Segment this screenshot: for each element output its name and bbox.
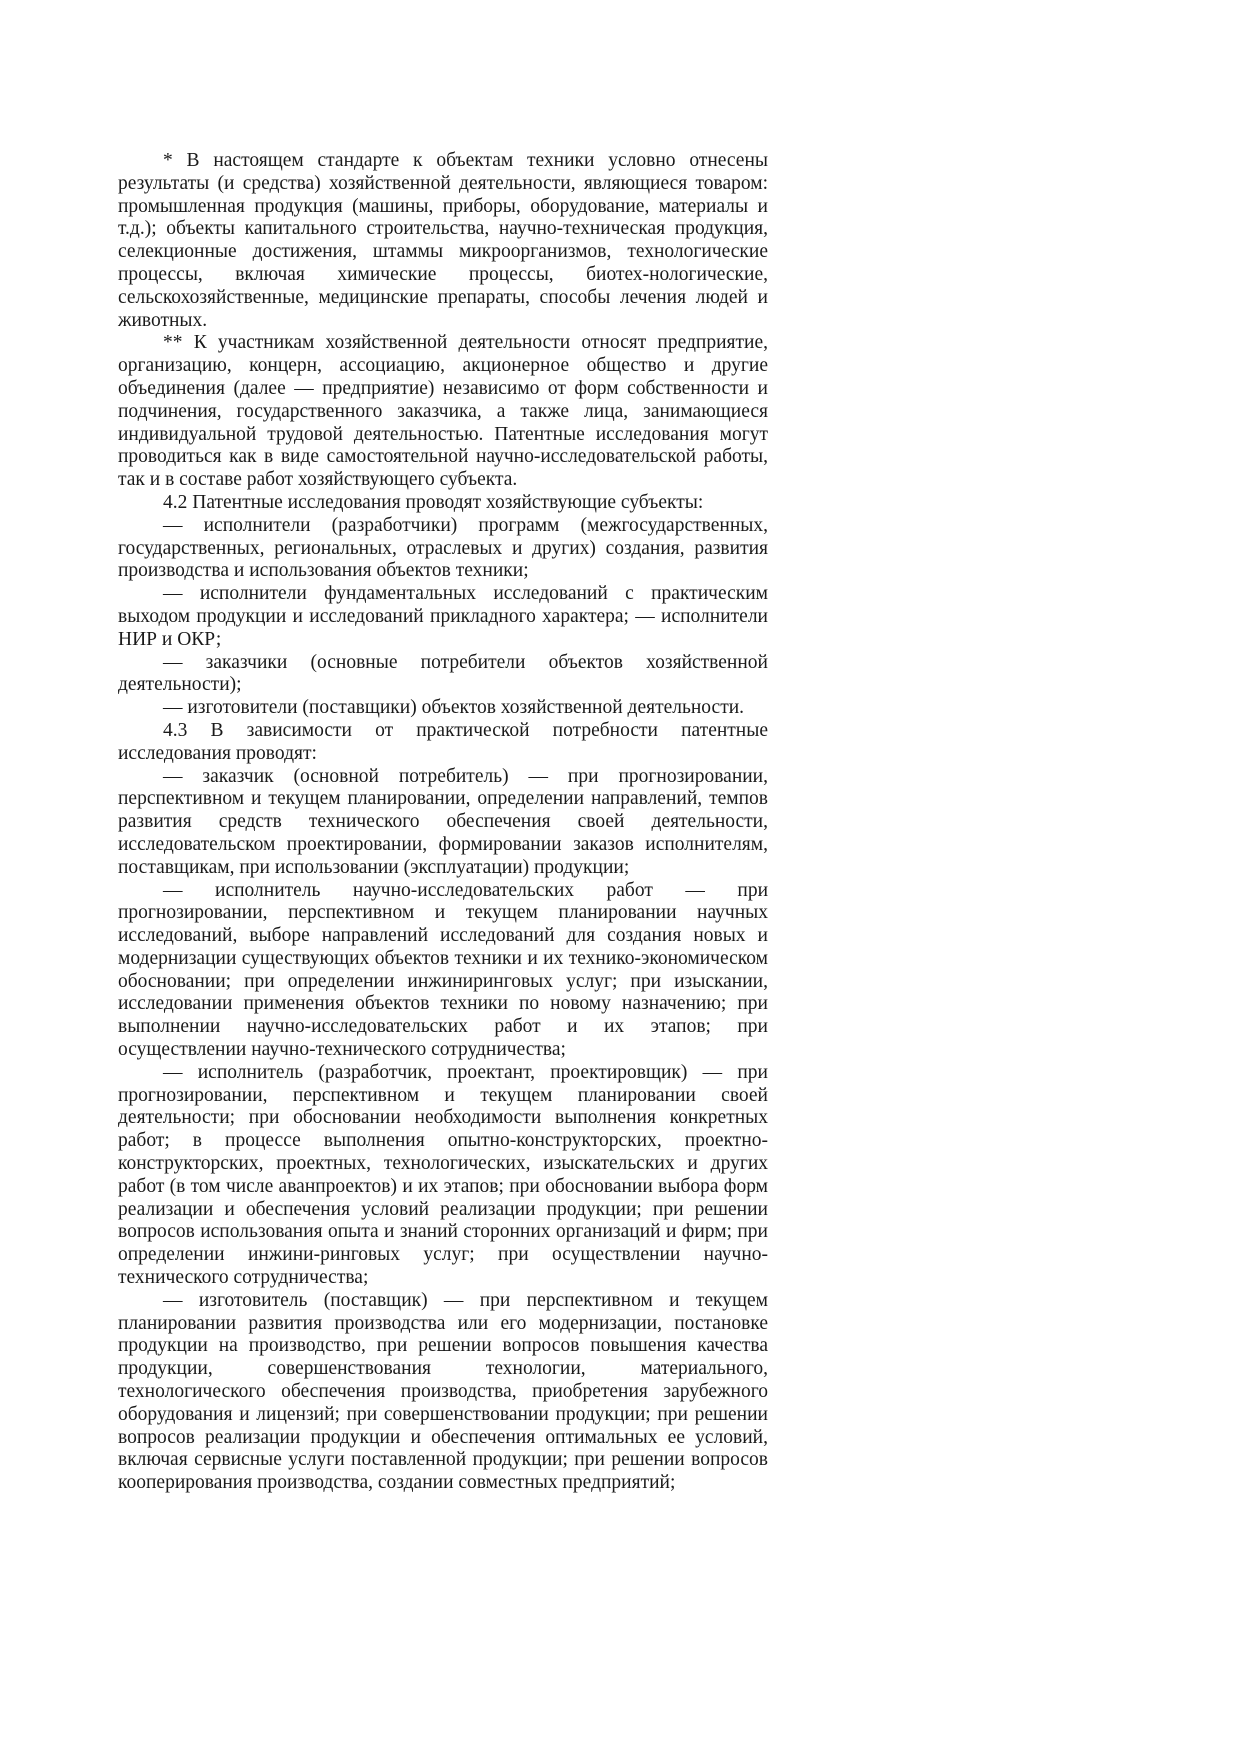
clause-4-3-heading: 4.3 В зависимости от практической потребности патентные исследования проводят: — [118, 719, 768, 764]
footnote-economic-participants: ** К участникам хозяйственной деятельности относят предприятие, организацию, концерн, ассоциацию, акционерное общество и другие объединения (далее — предприятие) независимо от форм собственности и подчинения, государственного заказчика, а также лица, занимающиеся индивидуальной трудовой деятельностью. Патентные исследования могут проводиться как в виде самостоятельной научно-исследовательской работы, так и в составе работ хозяйствующего субъекта. — [118, 332, 768, 491]
list-item-manufacturers: — изготовители (поставщики) объектов хозяйственной деятельности. — [163, 697, 745, 719]
list-item-research-performers: — исполнители фундаментальных исследований с практическим выходом продукции и исследований прикладного характера; — исполнители НИР и ОКР; — [118, 583, 768, 650]
list-item-customers: — заказчики (основные потребители объектов хозяйственной деятельности); — [118, 651, 768, 696]
list-item-program-developers: — исполнители (разработчики) программ (межгосударственных, государственных, региональных, отраслевых и других) создания, развития производства и использования объектов техники; — [118, 514, 768, 582]
body-text — [118, 150, 768, 1495]
list-item-manufacturer-role: — изготовитель (поставщик) — при перспективном и текущем планировании развития производства или его модернизации, постановке продукции на производство, при решении вопросов повышения качества продукции, совершенствования технологии, материального, технологического обеспечения производства, приобретения зарубежного оборудования и лицензий; при совершенствовании продукции; при решении вопросов реализации продукции и обеспечения оптимальных ее условий, включая сервисные услуги поставленной продукции; при решении вопросов кооперирования производства, создании совместных предприятий; — [118, 1289, 768, 1494]
footnote-objects-of-technology: * В настоящем стандарте к объектам техники условно отнесены результаты (и средства) хозяйственной деятельности, являющиеся товаром: промышленная продукция (машины, приборы, оборудование, материалы и т.д.); объекты капитального строительства, научно-техническая продукция, селекционные достижения, штаммы микроорганизмов, технологические процессы, включая химические процессы, биотех-нологические, сельскохозяйственные, медицинские препараты, способы лечения людей и животных. — [118, 150, 768, 331]
list-item-research-performer-role: — исполнитель научно-исследовательских работ — при прогнозировании, перспективном и текущем планировании научных исследований, выборе направлений исследований для создания новых и модернизации существующих объектов техники и их технико-экономическом обосновании; при определении инжиниринговых услуг; при изыскании, исследовании применения объектов техники по новому назначению; при выполнении научно-исследовательских работ и их этапов; при осуществлении научно-технического сотрудничества; — [118, 879, 768, 1061]
clause-4-2-heading: 4.2 Патентные исследования проводят хозяйствующие субъекты: — [163, 491, 704, 513]
list-item-customer-role: — заказчик (основной потребитель) — при прогнозировании, перспективном и текущем планировании, определении направлений, темпов развития средств технического обеспечения своей деятельности, исследовательском проектировании, формировании заказов исполнителям, поставщикам, при использовании (эксплуатации) продукции; — [118, 765, 768, 878]
list-item-developer-role: — исполнитель (разработчик, проектант, проектировщик) — при прогнозировании, перспективном и текущем планировании своей деятельности; при обосновании необходимости выполнения конкретных работ; в процессе выполнения опытно-конструкторских, проектно-конструкторских, проектных, технологических, изыскательских и других работ (в том числе аванпроектов) и их этапов; при обосновании выбора форм реализации и обеспечения условий реализации продукции; при решении вопросов использования опыта и знаний сторонних организаций и фирм; при определении инжини-ринговых услуг; при осуществлении научно-технического сотрудничества; — [118, 1061, 768, 1289]
